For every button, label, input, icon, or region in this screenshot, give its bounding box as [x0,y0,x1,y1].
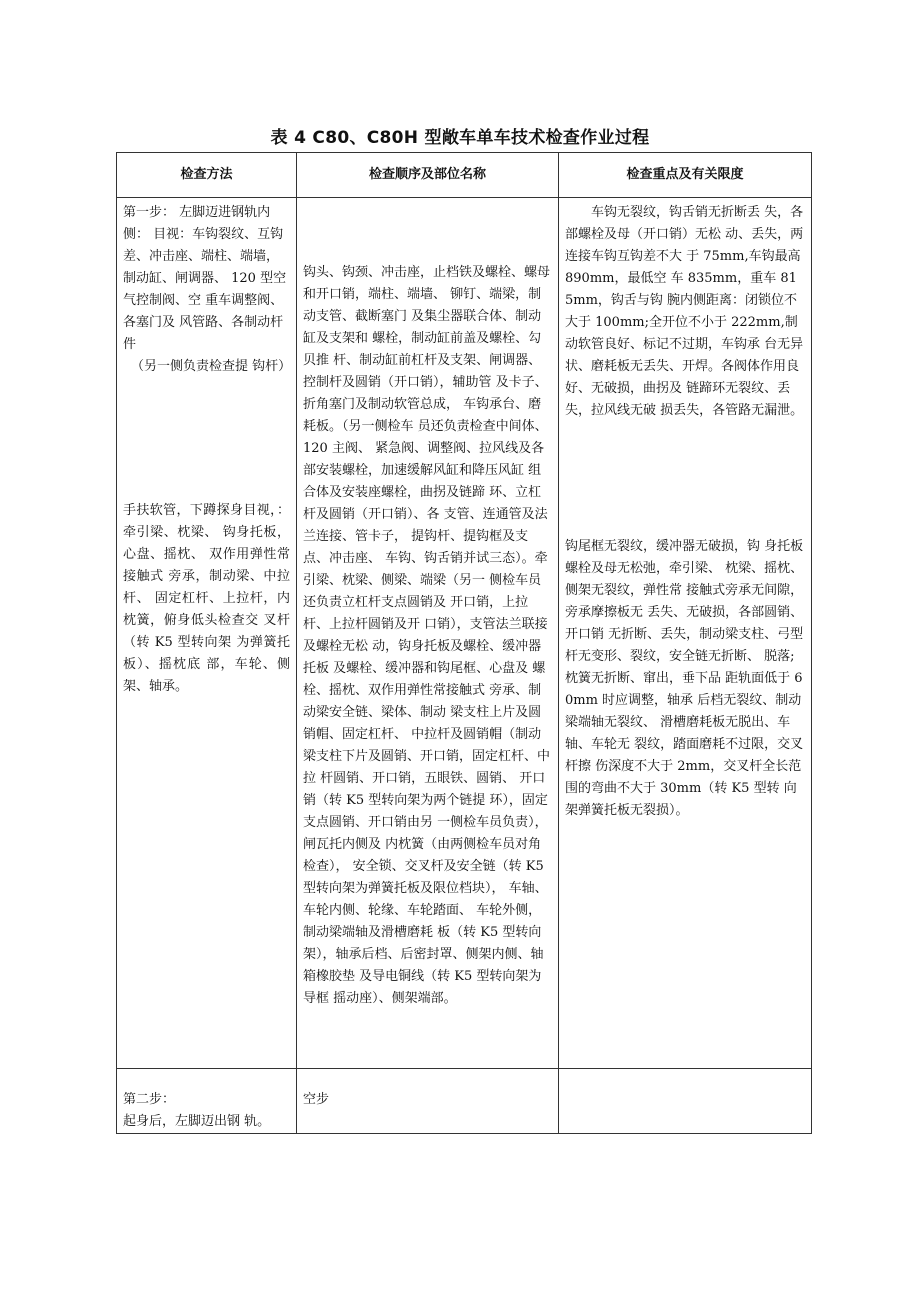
limits-coupler-text: 车钩无裂纹，钩舌销无折断丢 失，各部螺栓及母（开口销）无松 动、丢失，两连接车钩互钩差不大 于 75mm,车钩最高 890mm，最低空 车 835mm，重车 815mm，钩舌与钩 腕内侧距离：闭锁位不大于 100mm;全开位不小于 222mm,制 动软管良好、标记不过期，车钩承 台无异状、磨耗板无丢失、开焊。各阀体作用良好、无破损，曲拐及 链蹄环无裂纹、丢失，拉风线无破 损丢失，各管路无漏泄。 [565,205,804,418]
limits-cell [559,1069,812,1134]
inspection-table [116,152,812,1134]
table-row [117,1069,812,1134]
sequence-text: 钩头、钩颈、冲击座，止档铁及螺栓、螺母和开口销，端柱、端墙、 铆钉、端梁，制动支管、截断塞门 及集尘器联合体、制动缸及支架和 螺栓，制动缸前盖及螺栓、勾贝推 杆、制动缸前杠杆及支架、闸调器、 控制杆及圆销（开口销），辅助管 及卡子、折角塞门及制动软管总成， 车钩承台、磨耗板。（另一侧检车 员还负责检查中间体、120 主阀、 紧急阀、调整阀、拉风线及各部安装螺栓，加速缓解风缸和降压风缸 组合体及安装座螺栓，曲拐及链蹄 环、立杠杆及圆销（开口销）、各 支管、连通管及法兰连接、管卡子， 提钩杆、提钩框及支点、冲击座、 车钩、钩舌销并试三态）。牵引梁、枕梁、侧梁、端梁（另一 侧检车员还负责立杠杆支点圆销及 开口销，上拉杆、上拉杆圆销及开 口销），支管法兰联接及螺栓无松 动，钩身托板及螺栓、缓冲器托板 及螺栓、缓冲器和钩尾框、心盘及 螺栓、摇枕、双作用弹性常接触式 旁承、制动梁安全链、梁体、制动 梁支柱上片及圆销帽、固定杠杆、 中拉杆及圆销帽（制动梁支柱下片及圆销、开口销，固定杠杆、中拉 杆圆销、开口销，五眼铁、圆销、 开口销（转 K5 型转向架为两个链提 环），固定支点圆销、开口销由另 一侧检车员负责），闸瓦托内侧及 内枕簧（由两侧检车员对角检查）， 安全锁、交叉杆及安全链（转 K5 型转向架为弹簧托板及限位档块）， 车轴、车轮内侧、轮缘、车轮踏面、 车轮外侧，制动梁端轴及滑槽磨耗 板（转 K5 型转向架），轴承后档、后密封罩、侧架内侧、轴箱橡胶垫 及导电铜线（转 K5 型转向架为导框 摇动座）、侧架端部。 [303,265,551,1006]
header-sequence: 检查顺序及部位名称 [297,153,559,198]
page-title: 表 4 C80、C80H 型敞车单车技术检查作业过程 [270,128,650,148]
header-method: 检查方法 [117,153,297,198]
method-other-side-note: （另一侧负责检查提 钩杆） [131,359,292,374]
sequence-cell [297,198,559,1069]
table-header-row [117,153,812,198]
sequence-cell [297,1069,559,1134]
method-step1-text: 第一步： 左脚迈进钢轨内侧： 目视：车钩裂纹、互钩 差、冲击座、端柱、端墙，制动缸、闸调器、 120 型空气控制阀、空 重车调整阀、各塞门及 风管路、各制动杆件 [123,205,287,352]
method-step2-label: 第二步： [123,1092,176,1107]
method-squat-inspection-text: 手扶软管，下蹲探身目视，：牵引梁、枕梁、 钩身托板，心盘、摇枕、 双作用弹性常接触式 旁承，制动梁、中拉杆、 固定杠杆、上拉杆，内 枕簧，俯身低头检查交 叉杆（转 K5 型转向架 为弹簧托板）、摇枕底 部，车轮、侧架、轴承。 [123,503,290,694]
table-row [117,198,812,1069]
limits-underframe-text: 钩尾框无裂纹，缓冲器无破损，钩 身托板螺栓及母无松弛，牵引梁、 枕梁、摇枕、侧架无裂纹，弹性常 接触式旁承无间隙，旁承摩擦板无 丢失、无破损，各部圆销、开口销 无折断、丢失，制动梁支柱、弓型 杆无变形、裂纹，安全链无折断、 脱落; 枕簧无折断、窜出，垂下品 距轨面低于 60mm 时应调整，轴承 后档无裂纹、制动梁端轴无裂纹、 滑槽磨耗板无脱出、车轴、车轮无 裂纹，踏面磨耗不过限，交叉杆擦 伤深度不大于 2mm，交叉杆全长范 围的弯曲不大于 30mm（转 K5 型转 向架弹簧托板无裂损）。 [565,539,804,818]
sequence-empty-step: 空步 [303,1092,330,1107]
method-cell [117,198,297,1069]
header-limits: 检查重点及有关限度 [559,153,812,198]
method-cell [117,1069,297,1134]
limits-cell [559,198,812,1069]
method-step2-text: 起身后，左脚迈出钢 轨。 [123,1114,271,1129]
